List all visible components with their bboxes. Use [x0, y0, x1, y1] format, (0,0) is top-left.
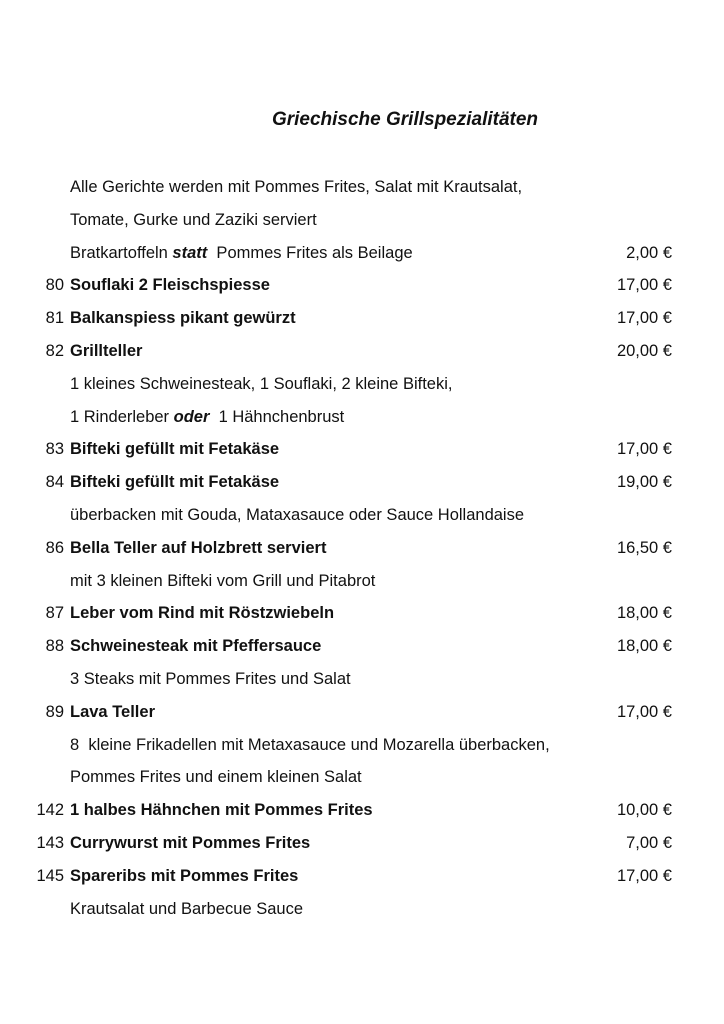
menu-item-description — [0, 761, 724, 794]
item-name — [70, 696, 155, 729]
text-segment: Bratkartoffeln — [70, 243, 173, 262]
item-description — [70, 729, 550, 762]
text-segment: Pommes Frites und einem kleinen Salat — [70, 768, 362, 787]
item-description — [70, 204, 317, 237]
item-name — [70, 466, 279, 499]
text-segment: überbacken mit Gouda, Mataxasauce oder Sauce Hollandaise — [70, 505, 525, 524]
item-name — [70, 335, 142, 368]
item-name — [70, 860, 298, 893]
menu-item-description — [0, 893, 724, 926]
item-name — [70, 269, 270, 302]
text-segment: Lava Teller — [70, 702, 155, 721]
text-segment: 1 Rinderleber — [70, 407, 174, 426]
menu-item — [0, 630, 724, 663]
item-price: 17,00 € — [616, 440, 672, 459]
text-segment: Krautsalat und Barbecue Sauce — [70, 899, 303, 918]
item-name — [70, 794, 373, 827]
text-segment: Souflaki 2 Fleischspiesse — [70, 276, 270, 295]
text-segment: Bella Teller auf Holzbrett serviert — [70, 538, 327, 557]
menu-item — [0, 466, 724, 499]
text-segment: Schweinesteak mit Pfeffersauce — [70, 637, 322, 656]
text-segment: Spareribs mit Pommes Frites — [70, 866, 299, 885]
item-price: 18,00 € — [616, 637, 672, 656]
item-description — [70, 368, 452, 401]
text-segment: Bifteki gefüllt mit Fetakäse — [70, 473, 280, 492]
menu-item — [0, 696, 724, 729]
text-segment: mit 3 kleinen Bifteki vom Grill und Pitabrot — [70, 571, 376, 590]
item-number: 82 — [45, 341, 64, 360]
menu-item-description — [0, 663, 724, 696]
menu-item-description — [0, 499, 724, 532]
text-segment: Pommes Frites als Beilage — [207, 243, 413, 262]
item-number: 80 — [45, 276, 64, 295]
item-number: 81 — [45, 309, 64, 328]
item-number: 88 — [45, 637, 64, 656]
item-name — [70, 630, 321, 663]
menu-item-description — [0, 565, 724, 598]
menu-item — [0, 794, 724, 827]
text-segment: Grillteller — [70, 341, 143, 360]
text-segment: Bifteki gefüllt mit Fetakäse — [70, 440, 280, 459]
text-segment: 1 halbes Hähnchen mit Pommes Frites — [70, 801, 373, 820]
item-price: 17,00 € — [616, 276, 672, 295]
text-segment: Balkanspiess pikant gewürzt — [70, 309, 296, 328]
menu-item — [0, 302, 724, 335]
item-number: 86 — [45, 538, 64, 557]
item-description — [70, 237, 413, 270]
item-name — [70, 433, 279, 466]
item-description — [70, 171, 522, 204]
menu-item — [0, 827, 724, 860]
text-segment: Currywurst mit Pommes Frites — [70, 833, 311, 852]
item-number: 84 — [45, 473, 64, 492]
item-number: 89 — [45, 702, 64, 721]
text-segment: 1 Hähnchenbrust — [209, 407, 345, 426]
text-segment: Tomate, Gurke und Zaziki serviert — [70, 210, 317, 229]
menu-list — [0, 171, 724, 925]
text-segment: 8 kleine Frikadellen mit Metaxasauce und Mozarella überbacken, — [70, 735, 550, 754]
menu-item — [0, 860, 724, 893]
item-description — [70, 761, 362, 794]
item-price: 2,00 € — [626, 243, 672, 262]
text-segment: Alle Gerichte werden mit Pommes Frites, Salat mit Krautsalat, — [70, 178, 523, 196]
text-segment: 1 kleines Schweinesteak, 1 Souflaki, 2 kleine Bifteki, — [70, 374, 453, 393]
text-segment: Leber vom Rind mit Röstzwiebeln — [70, 604, 335, 623]
item-description — [70, 565, 375, 598]
item-number: 83 — [45, 440, 64, 459]
menu-item-description — [0, 171, 724, 204]
item-name — [70, 302, 296, 335]
item-description — [70, 663, 351, 696]
item-price: 19,00 € — [616, 473, 672, 492]
emphasis-text: statt — [172, 243, 208, 262]
menu-item — [0, 269, 724, 302]
item-description — [70, 499, 524, 532]
item-price: 7,00 € — [626, 833, 672, 852]
item-description — [70, 893, 303, 926]
menu-item-description — [0, 401, 724, 434]
item-price: 17,00 € — [616, 702, 672, 721]
page-title: Griechische Grillspezialitäten — [271, 109, 539, 130]
text-segment: 3 Steaks mit Pommes Frites und Salat — [70, 669, 351, 688]
item-description — [70, 401, 344, 434]
item-number: 143 — [36, 833, 64, 852]
menu-item-description — [0, 237, 724, 270]
menu-item-description — [0, 204, 724, 237]
menu-item — [0, 532, 724, 565]
menu-item — [0, 433, 724, 466]
item-price: 18,00 € — [616, 604, 672, 623]
menu-item-description — [0, 368, 724, 401]
emphasis-text: oder — [173, 407, 210, 426]
item-number: 142 — [36, 801, 64, 820]
item-number: 145 — [36, 866, 64, 885]
item-name — [70, 827, 310, 860]
item-price: 10,00 € — [616, 801, 672, 820]
item-price: 20,00 € — [616, 341, 672, 360]
item-name — [70, 597, 334, 630]
menu-item-description — [0, 729, 724, 762]
menu-item — [0, 335, 724, 368]
item-price: 17,00 € — [616, 309, 672, 328]
menu-item — [0, 597, 724, 630]
item-name — [70, 532, 326, 565]
item-price: 16,50 € — [616, 538, 672, 557]
item-price: 17,00 € — [616, 866, 672, 885]
item-number: 87 — [45, 604, 64, 623]
